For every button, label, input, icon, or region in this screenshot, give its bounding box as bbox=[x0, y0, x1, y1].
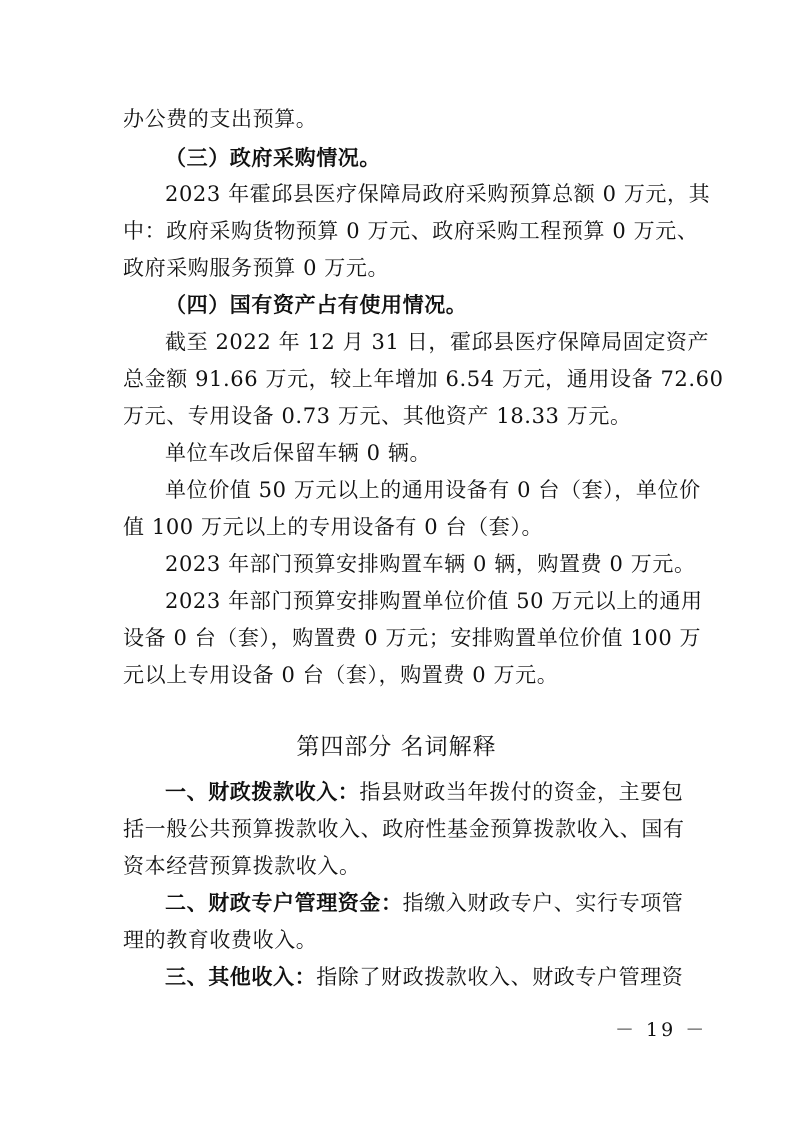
subsection-heading-procurement: （三）政府采购情况。 bbox=[165, 146, 381, 170]
term-definition: 指除了财政拨款收入、财政专户管理资 bbox=[316, 965, 684, 989]
term-definition: 指县财政当年拨付的资金，主要包 bbox=[359, 780, 684, 804]
paragraph-line: 2023 年部门预算安排购置车辆 0 辆，购置费 0 万元。 bbox=[165, 552, 696, 576]
paragraph-line: 中：政府采购货物预算 0 万元、政府采购工程预算 0 万元、 bbox=[123, 219, 699, 243]
paragraph-line: 办公费的支出预算。 bbox=[123, 107, 318, 131]
paragraph-line: 理的教育收费收入。 bbox=[123, 928, 318, 952]
subsection-heading-assets: （四）国有资产占有使用情况。 bbox=[165, 293, 468, 317]
paragraph-line: 单位车改后保留车辆 0 辆。 bbox=[165, 441, 432, 465]
paragraph-line: 元以上专用设备 0 台（套），购置费 0 万元。 bbox=[123, 663, 559, 687]
paragraph-line: 设备 0 台（套），购置费 0 万元；安排购置单位价值 100 万 bbox=[123, 626, 702, 650]
paragraph-line: 2023 年部门预算安排购置单位价值 50 万元以上的通用 bbox=[165, 589, 703, 613]
term-label: 三、其他收入： bbox=[165, 965, 317, 989]
paragraph-line: 万元、专用设备 0.73 万元、其他资产 18.33 万元。 bbox=[123, 404, 632, 428]
paragraph-line: 2023 年霍邱县医疗保障局政府采购预算总额 0 万元，其 bbox=[165, 182, 711, 206]
paragraph-line: 总金额 91.66 万元，较上年增加 6.54 万元，通用设备 72.60 bbox=[123, 367, 724, 391]
paragraph-line: 括一般公共预算拨款收入、政府性基金预算拨款收入、国有 bbox=[123, 817, 685, 841]
paragraph-line: 单位价值 50 万元以上的通用设备有 0 台（套），单位价 bbox=[165, 478, 701, 502]
paragraph-line: 政府采购服务预算 0 万元。 bbox=[123, 256, 390, 280]
definition-other-income bbox=[165, 962, 684, 992]
section-heading: 第四部分 名词解释 bbox=[296, 734, 497, 760]
paragraph-line: 资本经营预算拨款收入。 bbox=[123, 854, 361, 878]
term-definition: 指缴入财政专户、实行专项管 bbox=[402, 891, 684, 915]
definition-financial-appropriation bbox=[165, 777, 684, 807]
term-label: 一、财政拨款收入： bbox=[165, 780, 360, 804]
paragraph-line: 值 100 万元以上的专用设备有 0 台（套）。 bbox=[123, 515, 544, 539]
page-number: － 19 － bbox=[615, 1019, 708, 1041]
term-label: 二、财政专户管理资金： bbox=[165, 891, 403, 915]
paragraph-line: 截至 2022 年 12 月 31 日，霍邱县医疗保障局固定资产 bbox=[165, 330, 710, 354]
definition-special-account-funds bbox=[165, 888, 684, 918]
